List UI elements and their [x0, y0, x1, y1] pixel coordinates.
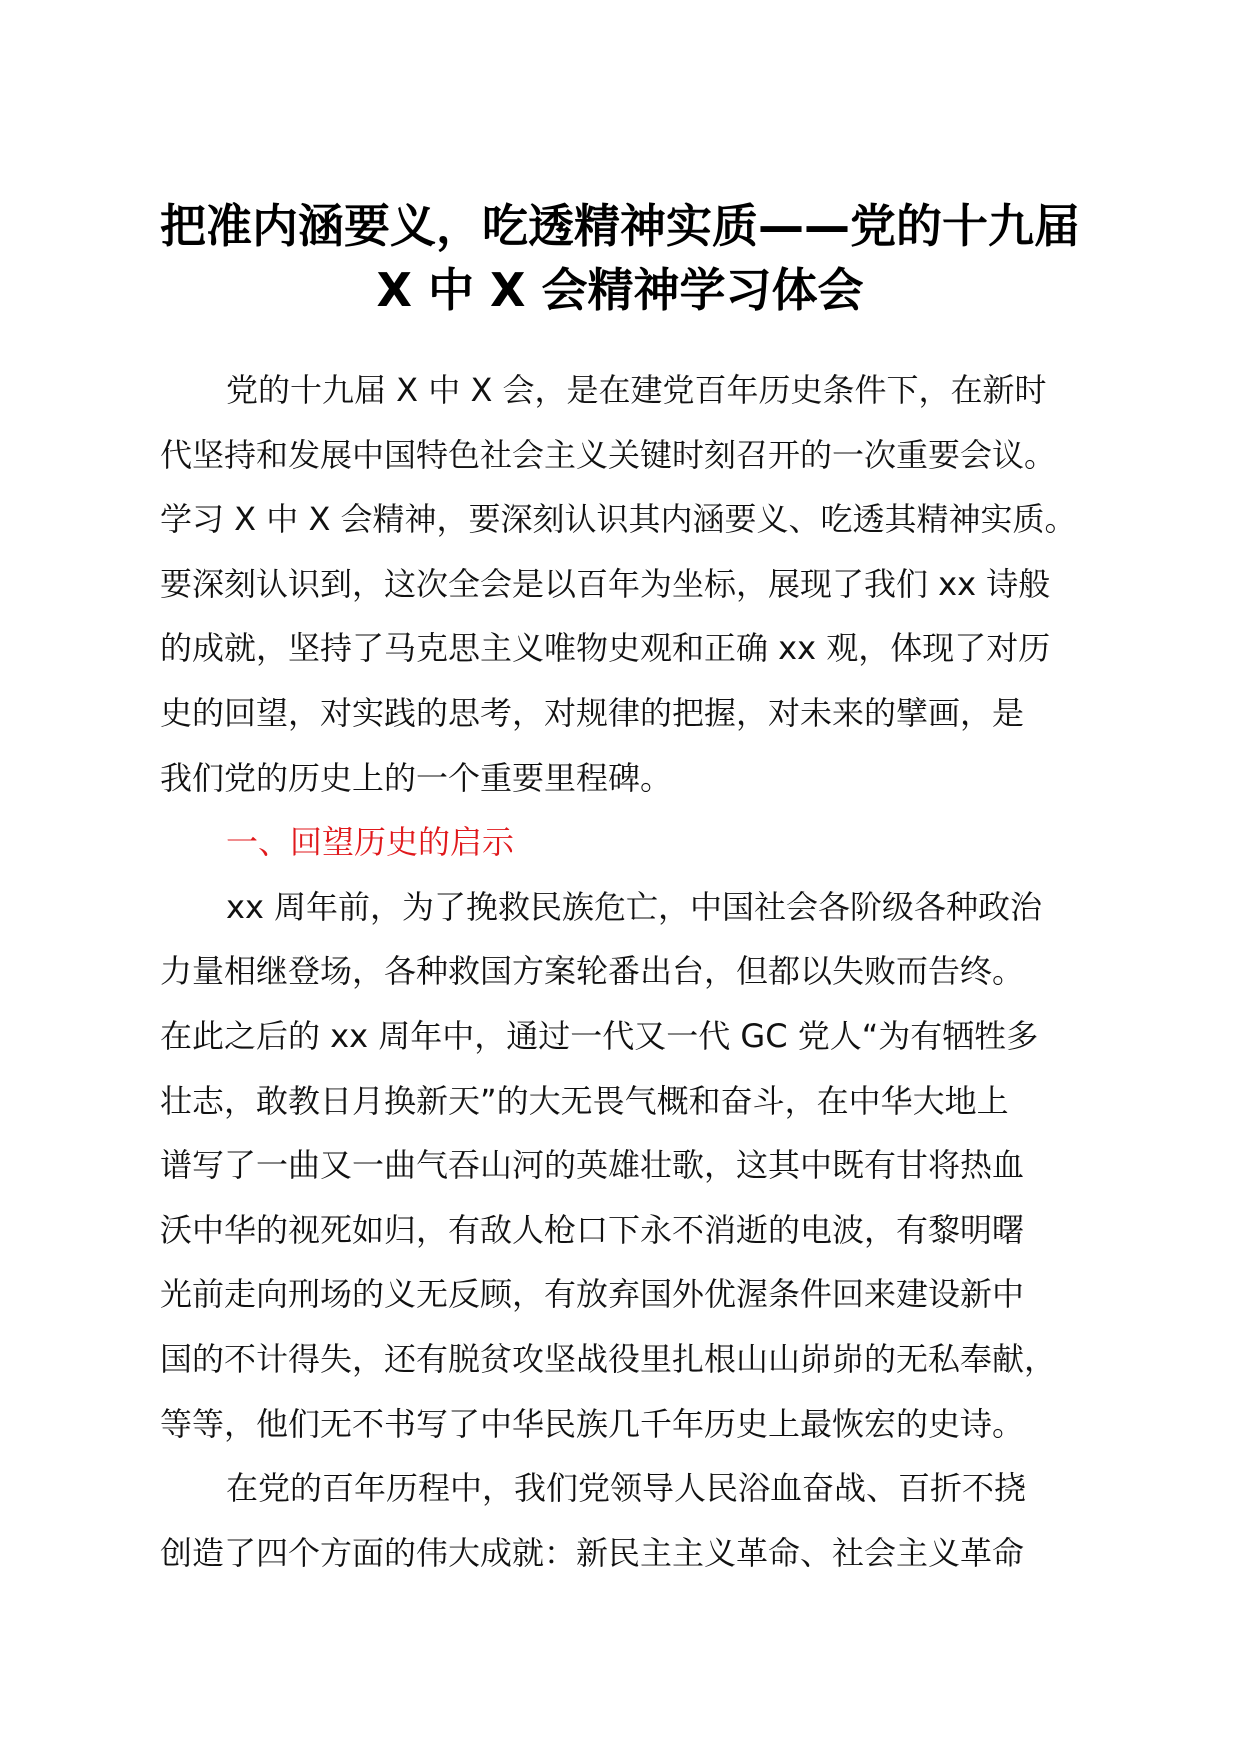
paragraph-1-line-5: 的成就，坚持了马克思主义唯物史观和正确 xx 观，体现了对历 [160, 629, 1051, 668]
paragraph-2-line-6: 沃中华的视死如归，有敌人枪口下永不消逝的电波，有黎明曙 [160, 1210, 1025, 1249]
paragraph-1-line-7: 我们党的历史上的一个重要里程碑。 [160, 758, 673, 797]
paragraph-1-line-4: 要深刻认识到，这次全会是以百年为坐标，展现了我们 xx 诗般 [160, 564, 1051, 603]
paragraph-2-line-1: xx 周年前，为了挽救民族危亡，中国社会各阶级各种政治 [226, 887, 1043, 926]
paragraph-2-line-3: 在此之后的 xx 周年中，通过一代又一代 GC 党人“为有牺牲多 [160, 1016, 1039, 1055]
paragraph-1-line-2: 代坚持和发展中国特色社会主义关键时刻召开的一次重要会议。 [160, 435, 1057, 474]
paragraph-3-line-1: 在党的百年历程中，我们党领导人民浴血奋战、百折不挠 [226, 1469, 1027, 1508]
paragraph-2-line-8: 国的不计得失，还有脱贫攻坚战役里扎根山山峁峁的无私奉献， [160, 1339, 1057, 1378]
paragraph-1-line-1: 党的十九届 X 中 X 会，是在建党百年历史条件下，在新时 [226, 371, 1047, 409]
title-line-1: 把准内涵要义，吃透精神实质——党的十九届 [160, 199, 1080, 253]
paragraph-3-line-2: 创造了四个方面的伟大成就：新民主主义革命、社会主义革命 [160, 1533, 1025, 1572]
paragraph-2-line-7: 光前走向刑场的义无反顾，有放弃国外优渥条件回来建设新中 [160, 1275, 1025, 1314]
paragraph-2-line-4: 壮志，敢教日月换新天”的大无畏气概和奋斗，在中华大地上 [160, 1081, 1009, 1120]
document-body [160, 358, 1120, 1585]
section-heading: 一、回望历史的启示 [226, 823, 515, 862]
document-title [160, 194, 1080, 322]
title-line-2: X 中 X 会精神学习体会 [376, 263, 864, 317]
paragraph-2-line-5: 谱写了一曲又一曲气吞山河的英雄壮歌，这其中既有甘将热血 [160, 1146, 1025, 1185]
paragraph-2-line-2: 力量相继登场，各种救国方案轮番出台，但都以失败而告终。 [160, 952, 1025, 991]
paragraph-2-line-9: 等等，他们无不书写了中华民族几千年历史上最恢宏的史诗。 [160, 1404, 1025, 1443]
paragraph-1-line-6: 史的回望，对实践的思考，对规律的把握，对未来的擘画，是 [160, 693, 1025, 732]
paragraph-1-line-3: 学习 X 中 X 会精神，要深刻认识其内涵要义、吃透其精神实质。 [160, 500, 1077, 539]
